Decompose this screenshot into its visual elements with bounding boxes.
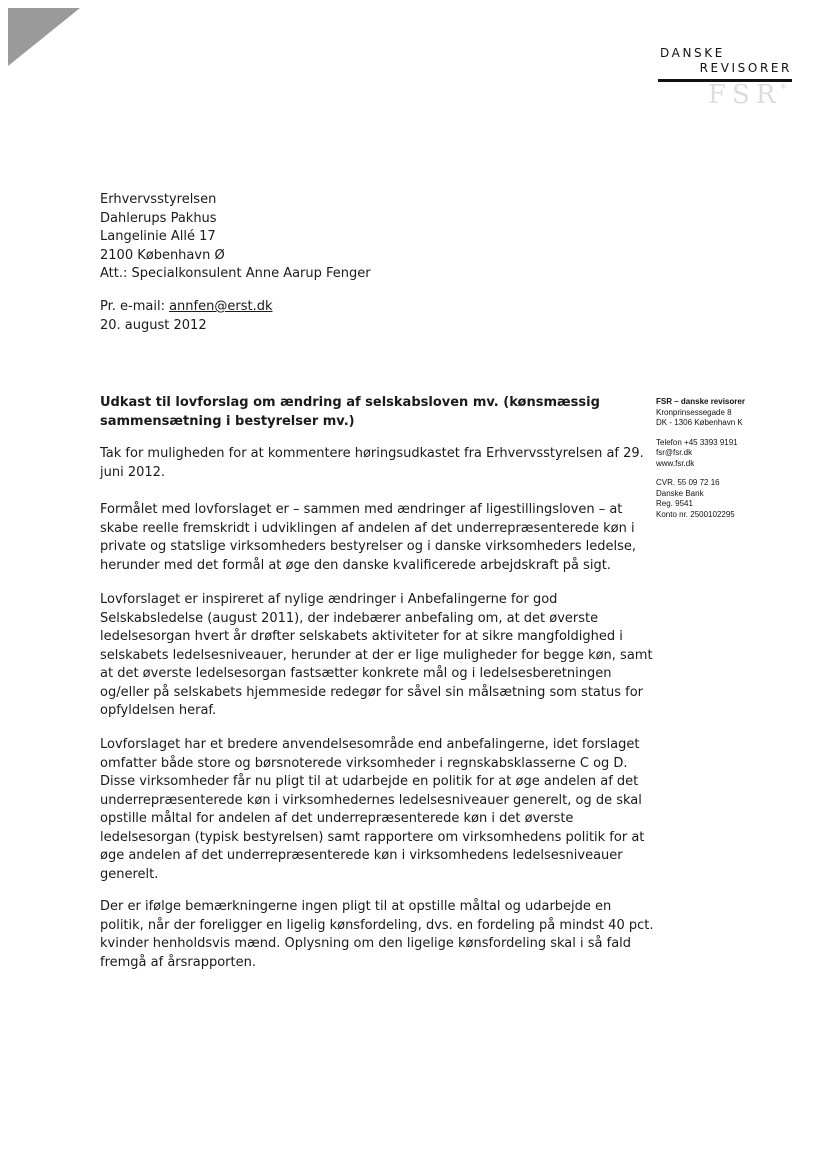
paragraph-line: herunder med det formål at øge den danske kvalificerede arbejdskraft på sigt. [100, 557, 611, 573]
folded-corner-icon [8, 8, 80, 66]
paragraph-line: politik, når der foreligger en ligelig kønsfordeling, dvs. en fordeling på mindst 40 pct. [100, 917, 654, 933]
paragraph-line: Lovforslaget har et bredere anvendelsesområde end anbefalingerne, idet forslaget [100, 737, 640, 752]
email-label: Pr. e-mail: [100, 299, 170, 314]
paragraph-line: Selskabsledelse (august 2011), der indebærer anbefaling om, at det øverste [100, 610, 599, 626]
recipient-address [100, 191, 371, 284]
paragraph-2 [100, 501, 636, 575]
email-link[interactable]: annfen@erst.dk [169, 299, 273, 314]
paragraph-line: ledelsesorgan (typisk bestyrelsen) samt rapportere om virksomhedens politik for at [100, 829, 645, 845]
paragraph-line: ledelsesorgan hvert år drøfter selskabets aktiviteter for at sikre mangfoldighed i [100, 629, 623, 644]
paragraph-line: Formålet med lovforslaget er – sammen med ændringer af ligestillingsloven – at [100, 502, 623, 517]
paragraph-line: selskabets ledelsesniveauer, herunder at der er lige muligheder for begge køn, samt [100, 647, 653, 663]
paragraph-line: Der er ifølge bemærkningerne ingen pligt til at opstille måltal og udarbejde en [100, 899, 612, 914]
paragraph-line: private og statslige virksomheders bestyrelser og i danske virksomheders ledelse, [100, 539, 636, 554]
sidebar-bank: Danske Bank [656, 488, 704, 498]
paragraph-line: omfatter både store og børsnoterede virksomheder i regnskabsklasserne C og D. [100, 755, 628, 771]
paragraph-line: kvinder henholdsvis mænd. Oplysning om den ligelige kønsfordeling skal i så fald [100, 936, 632, 951]
sidebar-address2: DK - 1306 København K [656, 418, 743, 427]
paragraph-line: opfyldelsen heraf. [100, 703, 217, 718]
letter-subject [100, 393, 620, 431]
recipient-line: Langelinie Allé 17 [100, 229, 216, 244]
paragraph-line: og/eller på selskabets hjemmeside redegør for såvel sin målsætning som status for [100, 684, 644, 700]
recipient-line: Erhvervsstyrelsen [100, 192, 217, 207]
logo-star: * [780, 82, 787, 97]
subject-line: sammensætning i bestyrelser mv.) [100, 414, 355, 429]
paragraph-line: underrepræsenterede køn i virksomhedernes ledelsesniveauer generelt, og de skal [100, 792, 642, 808]
logo-text-danske: DANSKE [660, 46, 725, 60]
paragraph-line: Lovforslaget er inspireret af nylige ændringer i Anbefalingerne for god [100, 592, 558, 607]
subject-line: Udkast til lovforslag om ændring af selskabsloven mv. (kønsmæssig [100, 395, 600, 410]
sidebar-account: Konto nr. 2500102295 [656, 509, 735, 519]
sidebar-org: FSR – danske revisorer [656, 397, 745, 406]
paragraph-line: øge andelen af det underrepræsenterede køn i virksomhedens ledelsesniveauer [100, 848, 623, 863]
sidebar-cvr: CVR. 55 09 72 16 [656, 478, 720, 487]
sidebar-address1: Kronprinsessegade 8 [656, 407, 732, 417]
sidebar-email[interactable]: fsr@fsr.dk [656, 448, 693, 457]
paragraph-4 [100, 736, 644, 884]
logo-text-revisorer: REVISORER [699, 61, 792, 75]
sender-sidebar [656, 397, 745, 520]
logo-mark: FSR [708, 80, 782, 110]
paragraph-line: generelt. [100, 866, 159, 882]
recipient-line: Dahlerups Pakhus [100, 210, 217, 226]
recipient-line: 2100 København Ø [100, 247, 225, 263]
paragraph-3 [100, 591, 653, 721]
paragraph-1 [100, 445, 644, 482]
letter-date: 20. august 2012 [100, 317, 207, 333]
paragraph-line: fremgå af årsrapporten. [100, 954, 256, 970]
paragraph-line: skabe reelle fremskridt i udviklingen af andelen af det underrepræsenterede køn i [100, 520, 635, 536]
paragraph-line: opstille måltal for andelen af det underrepræsenterede køn i det øverste [100, 811, 574, 826]
fsr-logo [656, 46, 792, 112]
paragraph-line: Tak for muligheden for at kommentere høringsudkastet fra Erhvervsstyrelsen af 29. [100, 446, 644, 461]
paragraph-5 [100, 898, 653, 972]
letter-meta [100, 298, 272, 335]
sidebar-reg: Reg. 9541 [656, 499, 693, 508]
paragraph-line: juni 2012. [100, 464, 166, 480]
recipient-line: Att.: Specialkonsulent Anne Aarup Fenger [100, 266, 371, 281]
paragraph-line: Disse virksomheder får nu pligt til at udarbejde en politik for at øge andelen af det [100, 774, 639, 789]
paragraph-line: at det øverste ledelsesorgan fastsætter konkrete mål og i ledelsesberetningen [100, 666, 612, 681]
sidebar-web[interactable]: www.fsr.dk [656, 458, 695, 468]
sidebar-phone: Telefon +45 3393 9191 [656, 437, 738, 447]
email-line [100, 298, 272, 317]
